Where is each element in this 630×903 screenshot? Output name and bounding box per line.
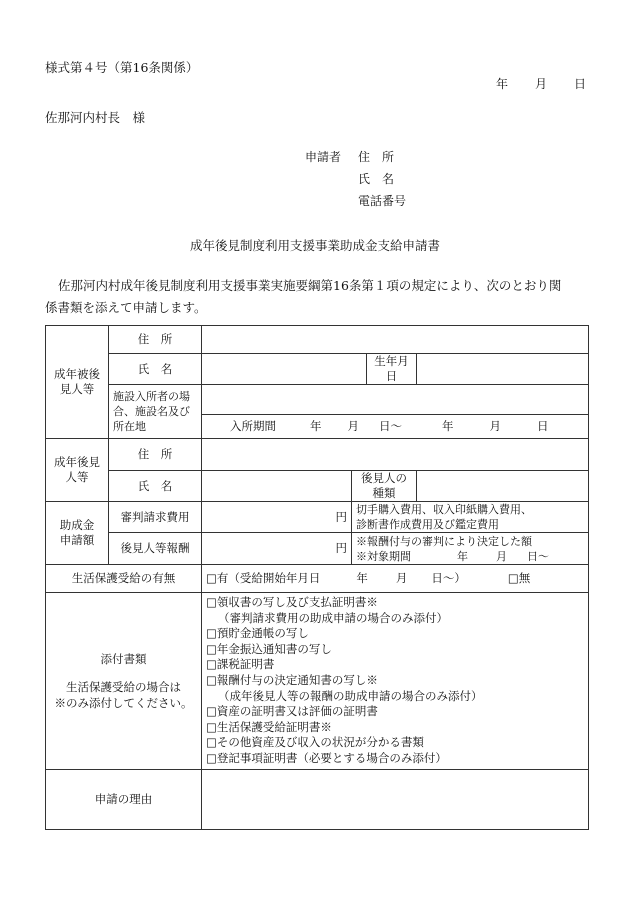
attachment-item[interactable]: □その他資産及び収入の状況が分かる書類 [206,735,424,750]
reason-field[interactable] [202,769,589,829]
ward-name-label: 氏 名 [109,354,202,385]
guardian-address-field[interactable] [202,439,589,471]
welfare-options[interactable] [202,565,589,593]
guardian-fee-label: 後見人等報酬 [109,533,202,565]
period-end-day: 日 [537,419,549,433]
application-table [45,325,589,830]
attachment-item[interactable]: □登記事項証明書（必要とする場合のみ添付） [206,750,447,765]
welfare-yes-checkbox[interactable]: □有（受給開始年月日 [206,571,321,585]
applicant-label: 申請者 [305,150,342,164]
ward-group-label: 成年被後見人等 [46,326,109,439]
addressee: 佐那河内村長 様 [45,110,146,125]
ward-birth-field[interactable] [417,354,589,385]
period-start-month: 月 [347,419,359,433]
period-end-year: 年 [442,419,454,433]
attachment-item[interactable]: □預貯金通帳の写し [206,626,309,641]
attachment-subnote: （成年後見人等の報酬の助成申請の場合のみ添付） [218,688,483,703]
date-month: 月 [535,77,548,91]
fee-note-line-2 [356,549,584,564]
grant-group-label: 助成金申請額 [46,502,109,565]
guardian-address-label: 住 所 [109,439,202,471]
guardian-type-label: 後見人の種類 [352,471,417,502]
intro-line-1: 佐那河内村成年後見制度利用支援事業実施要綱第16条第１項の規定により、次のとおり関 [58,278,562,293]
fee-note-line-1: ※報酬付与の審判により決定した額 [356,534,532,548]
period-end-month: 月 [489,419,501,433]
ward-birth-label: 生年月日 [367,354,417,385]
form-number: 様式第４号（第16条関係） [45,60,199,75]
guardian-name-label: 氏 名 [109,471,202,502]
ward-address-label: 住 所 [109,326,202,354]
fee-period-month: 月 [496,549,507,563]
document-title: 成年後見制度利用支援事業助成金支給申請書 [189,238,440,253]
date-year: 年 [496,77,509,91]
court-cost-note-line-2: 診断書作成費用及び鑑定費用 [356,518,499,531]
attachment-item[interactable]: □年金振込通知書の写し [206,641,332,656]
guardian-fee-note [352,533,589,565]
facility-label: 施設入所者の場合、施設名及び所在地 [109,385,202,439]
fee-period-year: 年 [457,549,468,563]
attachment-item[interactable]: □報酬付与の決定通知書の写し※ [206,672,378,687]
welfare-start-day: 日～） [431,571,466,585]
attachment-item[interactable]: □領収書の写し及び支払証明書※ [206,595,378,609]
ward-name-field[interactable] [202,354,367,385]
attachments-note-2: ※のみ添付してください。 [54,695,193,710]
reason-label: 申請の理由 [46,769,202,829]
facility-field[interactable] [202,385,589,415]
court-cost-label: 審判請求費用 [109,502,202,533]
welfare-start-year: 年 [356,571,368,585]
period-start-year: 年 [310,419,322,433]
period-start-day: 日～ [379,419,402,433]
guardian-name-field[interactable] [202,471,352,502]
applicant-address-label: 住 所 [358,150,395,164]
court-cost-amount[interactable] [202,502,352,533]
attachments-label-cell [46,593,202,770]
facility-period-row[interactable] [202,415,589,439]
fee-period-label: ※対象期間 [356,549,411,563]
welfare-start-month: 月 [395,571,408,585]
guardian-group-label: 成年後見人等 [46,439,109,502]
intro-line-2: 係書類を添えて申請します。 [45,300,207,315]
guardian-type-field[interactable] [417,471,589,502]
court-cost-yen: 円 [335,509,347,524]
ward-address-field[interactable] [202,326,589,354]
welfare-label: 生活保護受給の有無 [46,565,202,593]
court-cost-note [352,502,589,533]
date-day: 日 [574,77,587,91]
attachment-item[interactable]: □資産の証明書又は評価の証明書 [206,704,378,719]
attachments-list [202,593,589,770]
attachment-subnote: （審判請求費用の助成申請の場合のみ添付） [218,610,448,625]
applicant-phone-label: 電話番号 [358,194,407,208]
attachments-label: 添付書類 [100,651,147,666]
guardian-fee-amount[interactable] [202,533,352,565]
guardian-fee-yen: 円 [335,541,347,555]
attachment-item[interactable]: □課税証明書 [206,657,275,672]
court-cost-note-line-1: 切手購入費用、収入印紙購入費用、 [356,503,532,516]
fee-period-day: 日～ [527,549,549,563]
facility-period-label: 入所期間 [230,419,276,433]
attachments-note-1: 生活保護受給の場合は [66,679,181,694]
attachment-item[interactable]: □生活保護受給証明書※ [206,719,332,734]
applicant-name-label: 氏 名 [358,172,395,186]
welfare-no-checkbox[interactable]: □無 [507,571,531,585]
